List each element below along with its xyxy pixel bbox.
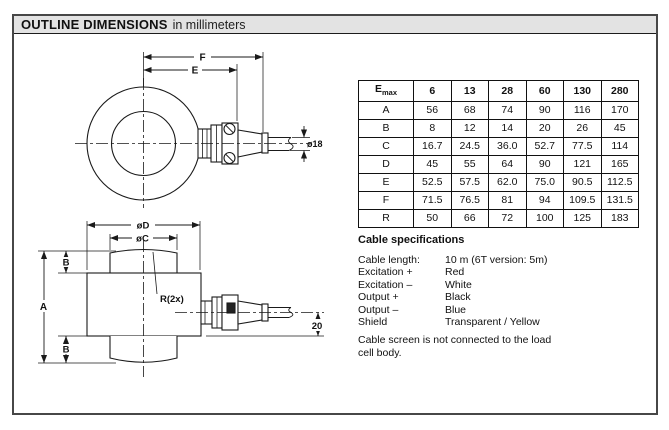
table-row — [359, 156, 639, 174]
cable-spec-label: Shield — [358, 316, 388, 329]
section-title: OUTLINE DIMENSIONS — [21, 17, 168, 32]
dimension-value-cell: 50 — [414, 210, 452, 228]
cable-specifications — [358, 234, 608, 359]
dimension-value-cell: 62.0 — [489, 174, 527, 192]
cable-spec-value: 10 m (6T version: 5m) — [445, 254, 548, 266]
dimension-letter-cell: B — [359, 120, 414, 138]
cable-spec-value: Transparent / Yellow — [445, 316, 540, 329]
table-header-row — [359, 81, 639, 102]
cable-spec-row — [358, 316, 608, 328]
dimension-table-body — [359, 81, 639, 228]
cable-spec-value: White — [445, 278, 472, 291]
dimension-value-cell: 52.7 — [526, 138, 564, 156]
dim-label-b-top: B — [62, 257, 70, 269]
dimension-value-cell: 52.5 — [414, 174, 452, 192]
dimension-value-cell: 66 — [451, 210, 489, 228]
capacity-header-cell: 28 — [489, 81, 527, 102]
table-row — [359, 174, 639, 192]
dimension-value-cell: 77.5 — [564, 138, 602, 156]
table-corner-emax: $E_{max}$ — [359, 81, 414, 102]
cable-spec-row — [358, 304, 608, 316]
top-view-drawing — [75, 51, 323, 208]
capacity-header-cell: 130 — [564, 81, 602, 102]
dimension-value-cell: 131.5 — [601, 192, 639, 210]
dimension-value-cell: 20 — [526, 120, 564, 138]
cable-spec-label: Cable length: — [358, 254, 420, 266]
dimension-value-cell: 165 — [601, 156, 639, 174]
dimension-value-cell: 75.0 — [526, 174, 564, 192]
cable-spec-label: Output – — [358, 303, 399, 316]
dimension-value-cell: 8 — [414, 120, 452, 138]
table-row — [359, 210, 639, 228]
section-subtitle: in millimeters — [172, 17, 246, 32]
dimension-letter-cell: E — [359, 174, 414, 192]
capacity-header-cell: 60 — [526, 81, 564, 102]
cable-spec-row — [358, 291, 608, 303]
dimension-value-cell: 36.0 — [489, 138, 527, 156]
dimension-value-cell: 24.5 — [451, 138, 489, 156]
dimension-letter-cell: C — [359, 138, 414, 156]
dim-label-outer-diameter: øD — [136, 220, 150, 232]
cable-spec-value: Black — [445, 291, 471, 304]
dimension-value-cell: 14 — [489, 120, 527, 138]
dimension-value-cell: 16.7 — [414, 138, 452, 156]
dimension-value-cell: 12 — [451, 120, 489, 138]
dimension-letter-cell: D — [359, 156, 414, 174]
dimension-value-cell: 26 — [564, 120, 602, 138]
table-row — [359, 102, 639, 120]
dimension-value-cell: 114 — [601, 138, 639, 156]
cable-spec-label: Excitation – — [358, 278, 413, 291]
dim-label-cap-diameter: øC — [136, 233, 149, 245]
cable-spec-label: Output + — [358, 291, 399, 304]
dimension-value-cell: 121 — [564, 156, 602, 174]
dimension-value-cell: 57.5 — [451, 174, 489, 192]
dimension-value-cell: 45 — [414, 156, 452, 174]
cable-spec-value: Red — [445, 266, 465, 279]
dimension-value-cell: 94 — [526, 192, 564, 210]
dimension-value-cell: 100 — [526, 210, 564, 228]
cable-spec-label: Excitation + — [358, 266, 413, 279]
dimension-value-cell: 109.5 — [564, 192, 602, 210]
dimension-table — [358, 80, 639, 228]
dim-label-cable-offset: 20 — [311, 321, 323, 332]
dimension-value-cell: 90 — [526, 156, 564, 174]
dimension-letter-cell: R — [359, 210, 414, 228]
capacity-header-cell: 6 — [414, 81, 452, 102]
dimension-value-cell: 74 — [489, 102, 527, 120]
dimension-value-cell: 90.5 — [564, 174, 602, 192]
dimension-value-cell: 183 — [601, 210, 639, 228]
dim-label-a: A — [39, 302, 48, 313]
table-row — [359, 120, 639, 138]
dimension-value-cell: 45 — [601, 120, 639, 138]
dimension-value-cell: 72 — [489, 210, 527, 228]
dimension-value-cell: 76.5 — [451, 192, 489, 210]
dimension-value-cell: 90 — [526, 102, 564, 120]
dimension-value-cell: 81 — [489, 192, 527, 210]
cable-spec-row — [358, 279, 608, 291]
dimension-letter-cell: A — [359, 102, 414, 120]
dim-label-b-bottom: B — [62, 344, 70, 356]
dimension-value-cell: 116 — [564, 102, 602, 120]
capacity-header-cell: 13 — [451, 81, 489, 102]
dimension-value-cell: 170 — [601, 102, 639, 120]
dimension-value-cell: 112.5 — [601, 174, 639, 192]
dimension-value-cell: 56 — [414, 102, 452, 120]
dim-label-f: F — [199, 52, 206, 64]
cable-screen-note: Cable screen is not connected to the load cell body. — [358, 334, 552, 359]
side-view-drawing — [37, 219, 327, 377]
dimension-value-cell: 71.5 — [414, 192, 452, 210]
radius-callout: R(2x) — [160, 294, 184, 305]
dimension-letter-cell: F — [359, 192, 414, 210]
cable-spec-row — [358, 266, 608, 278]
table-row — [359, 192, 639, 210]
cable-spec-value: Blue — [445, 303, 467, 316]
dim-label-cable-diameter: ø18 — [307, 139, 323, 149]
cable-spec-rows — [358, 254, 608, 328]
table-row — [359, 138, 639, 156]
dimension-value-cell: 125 — [564, 210, 602, 228]
dimension-value-cell: 64 — [489, 156, 527, 174]
cable-specs-title: Cable specifications — [358, 234, 465, 246]
cable-spec-row — [358, 254, 608, 266]
dimension-value-cell: 55 — [451, 156, 489, 174]
dimension-value-cell: 68 — [451, 102, 489, 120]
capacity-header-cell: 280 — [601, 81, 639, 102]
dim-label-e: E — [191, 65, 199, 77]
